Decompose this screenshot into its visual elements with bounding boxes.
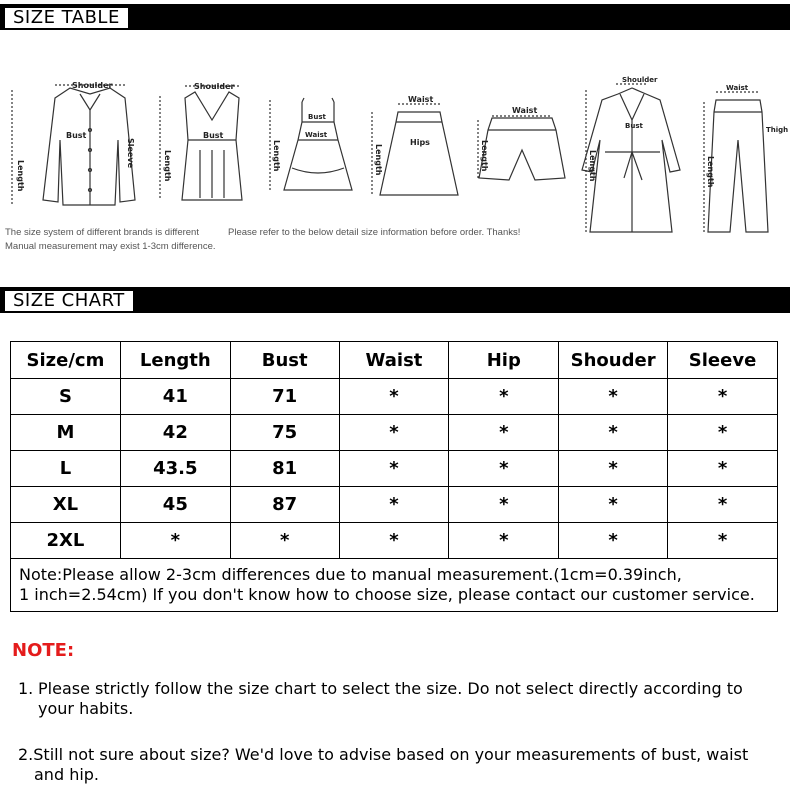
table-cell: * (449, 523, 559, 559)
table-cell: * (449, 415, 559, 451)
note-item-number: 1. (18, 679, 34, 698)
table-cell: 42 (120, 415, 230, 451)
table-row (11, 379, 778, 415)
sleeve-label: Sleeve (126, 138, 135, 168)
note-item-1 (18, 679, 778, 719)
table-cell: * (559, 451, 668, 487)
table-cell: 2XL (11, 523, 121, 559)
table-cell: * (339, 415, 449, 451)
size-chart-note (11, 559, 778, 612)
table-cell: * (559, 523, 668, 559)
note-item-2 (18, 745, 778, 785)
measurement-disclaimer: Manual measurement may exist 1-3cm difference. (5, 241, 216, 252)
table-row (11, 415, 778, 451)
table-cell: M (11, 415, 121, 451)
length-label-7: Length (706, 156, 715, 188)
skirt-illustration (372, 104, 458, 195)
note-item-text-continued: your habits. (38, 699, 134, 718)
size-chart-title: SIZE CHART (4, 290, 134, 312)
table-cell: * (668, 415, 778, 451)
thigh-label: Thigh (766, 126, 789, 134)
table-cell: * (559, 487, 668, 523)
size-table-title: SIZE TABLE (4, 7, 129, 29)
waist-label-4: Waist (408, 95, 434, 104)
shoulder-label-1: Shoulder (72, 81, 113, 90)
note-title: NOTE: (12, 640, 75, 661)
length-label-1: Length (16, 160, 25, 192)
bust-label-1: Bust (66, 131, 87, 140)
column-header: Bust (230, 342, 339, 379)
table-cell: * (339, 379, 449, 415)
shoulder-label-6: Shoulder (622, 76, 658, 84)
table-cell: 43.5 (120, 451, 230, 487)
table-cell: * (559, 379, 668, 415)
waist-label-3: Waist (305, 131, 328, 139)
table-row (11, 451, 778, 487)
table-cell: * (668, 487, 778, 523)
note-line: Note:Please allow 2-3cm differences due to manual measurement.(1cm=0.39inch, (19, 565, 682, 584)
table-cell: L (11, 451, 121, 487)
bust-label-3: Bust (308, 113, 326, 121)
shoulder-label-2: Shoulder (194, 82, 235, 91)
waist-label-5: Waist (512, 106, 538, 115)
table-row (11, 523, 778, 559)
column-header: Shouder (559, 342, 668, 379)
slip-dress-illustration (270, 98, 352, 190)
table-cell: * (339, 523, 449, 559)
table-cell: * (449, 379, 559, 415)
note-line: 1 inch=2.54cm) If you don't know how to choose size, please contact our customer service. (19, 585, 755, 604)
size-table-header (0, 4, 790, 30)
length-label-5: Length (480, 140, 489, 172)
tank-top-illustration (160, 86, 242, 200)
column-header: Hip (449, 342, 559, 379)
table-cell: * (339, 487, 449, 523)
size-chart-header (0, 287, 790, 313)
column-header: Waist (339, 342, 449, 379)
table-cell: * (230, 523, 339, 559)
column-header: Size/cm (11, 342, 121, 379)
table-cell: 41 (120, 379, 230, 415)
table-cell: * (339, 451, 449, 487)
waist-label-7: Waist (726, 84, 749, 92)
column-header: Sleeve (668, 342, 778, 379)
length-label-3: Length (272, 140, 281, 172)
blouse-illustration (12, 85, 135, 205)
order-disclaimer: Please refer to the below detail size information before order. Thanks! (228, 227, 521, 238)
size-chart-table (10, 341, 778, 612)
table-cell: * (559, 415, 668, 451)
length-label-2: Length (163, 150, 172, 182)
brand-size-disclaimer: The size system of different brands is different (5, 227, 199, 238)
note-item-text: 2.Still not sure about size? We'd love to advise based on your measurements of bust, waist (18, 745, 749, 764)
table-cell: 45 (120, 487, 230, 523)
table-cell: S (11, 379, 121, 415)
table-row (11, 487, 778, 523)
hips-label: Hips (410, 138, 430, 147)
bust-label-2: Bust (203, 131, 224, 140)
table-header-row (11, 342, 778, 379)
shorts-illustration (478, 116, 565, 180)
length-label-6: Length (588, 150, 597, 182)
note-item-text: Please strictly follow the size chart to select the size. Do not select directly according to (38, 679, 743, 698)
table-note-row (11, 559, 778, 612)
bust-label-6: Bust (625, 122, 643, 130)
table-cell: 71 (230, 379, 339, 415)
table-cell: * (668, 379, 778, 415)
table-cell: 87 (230, 487, 339, 523)
table-cell: * (668, 451, 778, 487)
table-cell: * (120, 523, 230, 559)
length-label-4: Length (374, 144, 383, 176)
column-header: Length (120, 342, 230, 379)
table-cell: XL (11, 487, 121, 523)
table-cell: 81 (230, 451, 339, 487)
table-cell: * (668, 523, 778, 559)
table-cell: * (449, 487, 559, 523)
table-cell: 75 (230, 415, 339, 451)
note-item-text-continued: and hip. (34, 765, 100, 784)
table-cell: * (449, 451, 559, 487)
